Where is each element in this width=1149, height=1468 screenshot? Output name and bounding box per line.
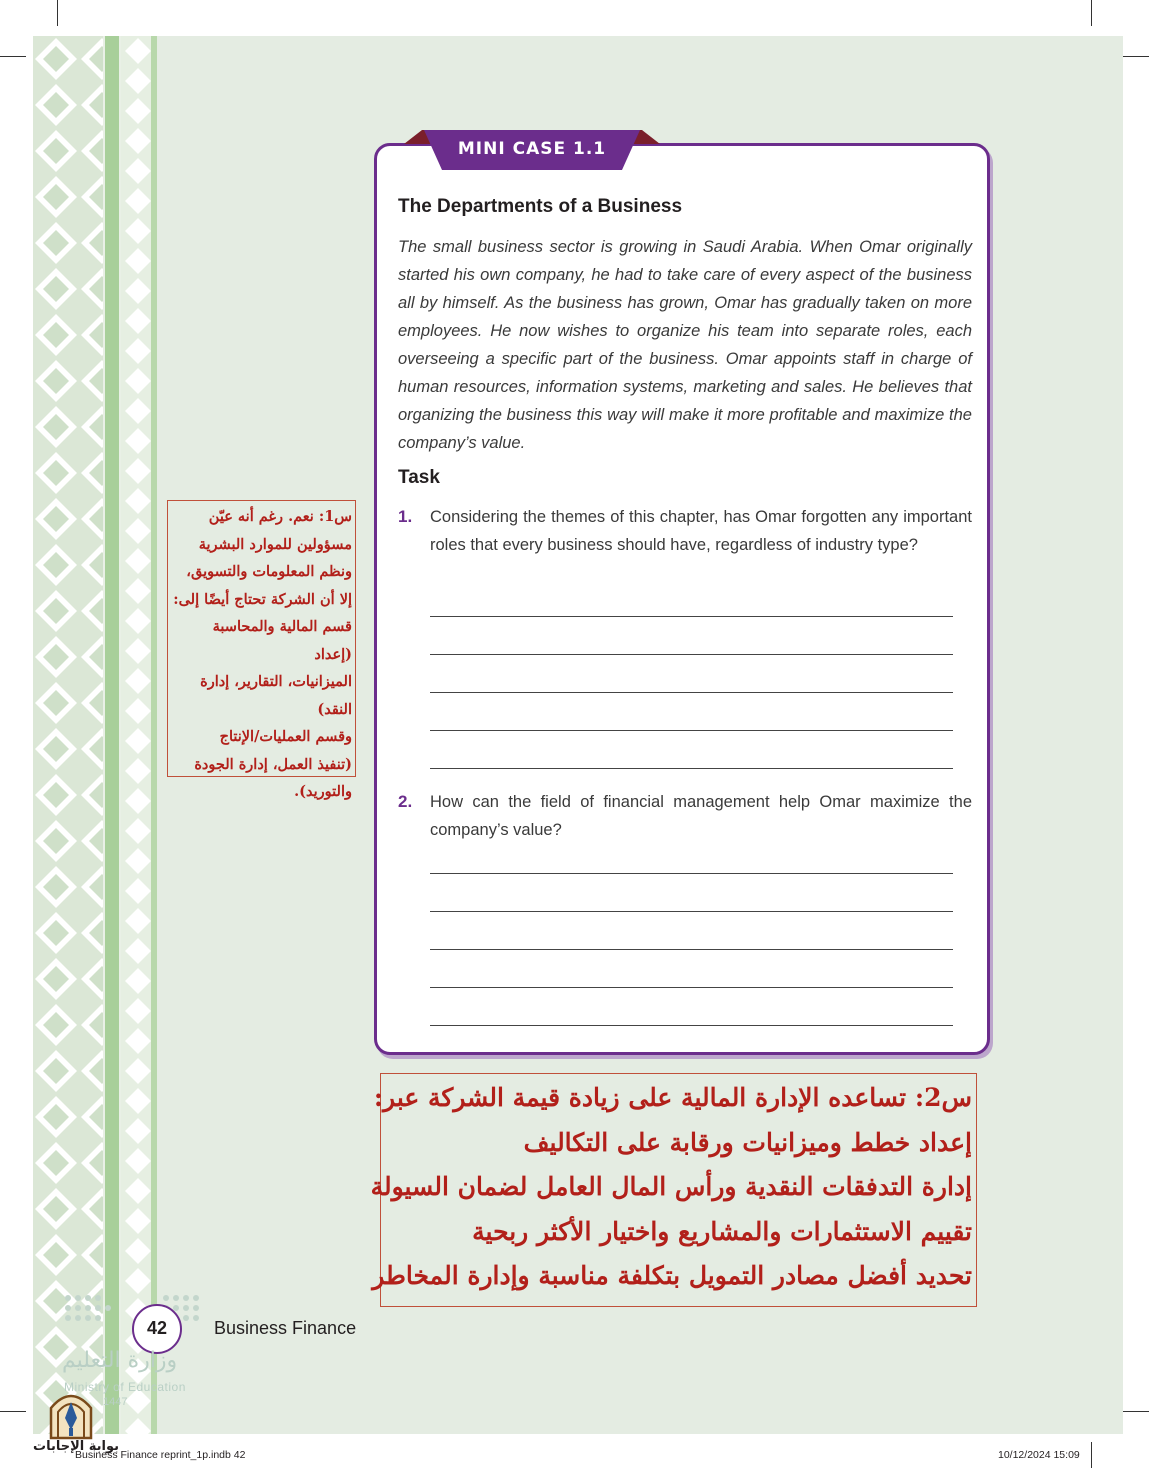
crop-mark <box>57 0 58 26</box>
case-body: The small business sector is growing in Saudi Arabia. When Omar originally started his own company, he had to take care of every aspect of the business all by himself. As the business has grown, Omar has gradually taken on more employees. He now wishes to organize his team into separate roles, each overseeing a specific part of the business. Omar appoints staff in charge of human resources, information systems, marketing and sales. He believes that organizing the business this way will make it more profitable and maximize the company’s value. <box>398 238 972 452</box>
crop-mark <box>1091 0 1092 26</box>
crop-mark <box>1091 1442 1092 1468</box>
answer-line <box>430 692 953 693</box>
answer-line <box>430 987 953 988</box>
answer-note-line: ونظم المعلومات والتسويق، <box>186 563 352 580</box>
ministry-year: 1447 <box>103 1396 128 1408</box>
answer-note-line: تحديد أفضل مصادر التمويل بتكلفة مناسبة وإدارة المخاطر <box>372 1261 972 1290</box>
crop-mark <box>0 1411 26 1412</box>
answer-note-line: إعداد خطط وميزانيات ورقابة على التكاليف <box>523 1127 972 1157</box>
answer-note-line: قسم المالية والمحاسبة (إعداد <box>212 618 352 663</box>
answer-note-line: إدارة التدفقات النقدية ورأس المال العامل لضمان السيولة <box>370 1172 972 1201</box>
page-number: 42 <box>146 1318 168 1338</box>
question-text: How can the field of financial management help Omar maximize the company’s value? <box>430 793 972 839</box>
answer-line <box>430 911 953 912</box>
answer-line <box>430 873 953 874</box>
mini-case-label: MINI CASE 1.1 <box>457 139 607 159</box>
task-heading: Task <box>398 467 440 488</box>
crop-mark <box>0 56 26 57</box>
decorative-border <box>33 36 157 1434</box>
answer-note-line: النقد) <box>317 700 352 718</box>
answer-note-line: الميزانيات، التقارير، إدارة <box>200 673 352 690</box>
answer-note-q2 <box>370 1073 977 1307</box>
question-number: 1. <box>398 507 413 526</box>
answer-line <box>430 1025 953 1026</box>
case-title: The Departments of a Business <box>398 196 683 217</box>
answer-note-line: (تنفيذ العمل، إدارة الجودة <box>194 755 352 773</box>
portal-name: بوابة الإجابات <box>33 1439 119 1454</box>
question-text: Considering the themes of this chapter, has Omar forgotten any important roles that every business should have, regardless of industry type? <box>430 508 972 554</box>
question-number: 2. <box>398 792 413 811</box>
book-title: Business Finance <box>214 1318 357 1338</box>
crop-mark <box>1123 56 1149 57</box>
answer-line <box>430 654 953 655</box>
print-slug-date: 10/12/2024 15:09 <box>998 1449 1080 1461</box>
ministry-name-ar: وزارة التعليم <box>62 1348 178 1373</box>
answer-line <box>430 730 953 731</box>
answer-note-line: س1: نعم. رغم أنه عيّن <box>208 508 352 525</box>
portal-logo-icon <box>46 1388 96 1440</box>
answer-note-line: مسؤولين للموارد البشرية <box>198 535 352 553</box>
answer-note-q1 <box>167 500 356 800</box>
answer-note-line: إلا أن الشركة تحتاج أيضًا إلى: <box>173 590 352 608</box>
answer-note-line: والتوريد). <box>294 783 352 800</box>
print-slug-file: Business Finance reprint_1p.indb 42 <box>75 1449 246 1461</box>
answer-note-line: تقييم الاستثمارات والمشاريع واختيار الأكثر ربحية <box>472 1216 972 1246</box>
crop-mark <box>1123 1411 1149 1412</box>
answer-line <box>430 616 953 617</box>
answer-line <box>430 768 953 769</box>
ministry-name-en: Ministry of Education <box>64 1380 186 1394</box>
answer-note-line: س2: تساعده الإدارة المالية على زيادة قيمة الشركة عبر: <box>373 1083 972 1112</box>
answer-note-line: وقسم العمليات/الإنتاج <box>219 728 352 745</box>
answer-line <box>430 949 953 950</box>
